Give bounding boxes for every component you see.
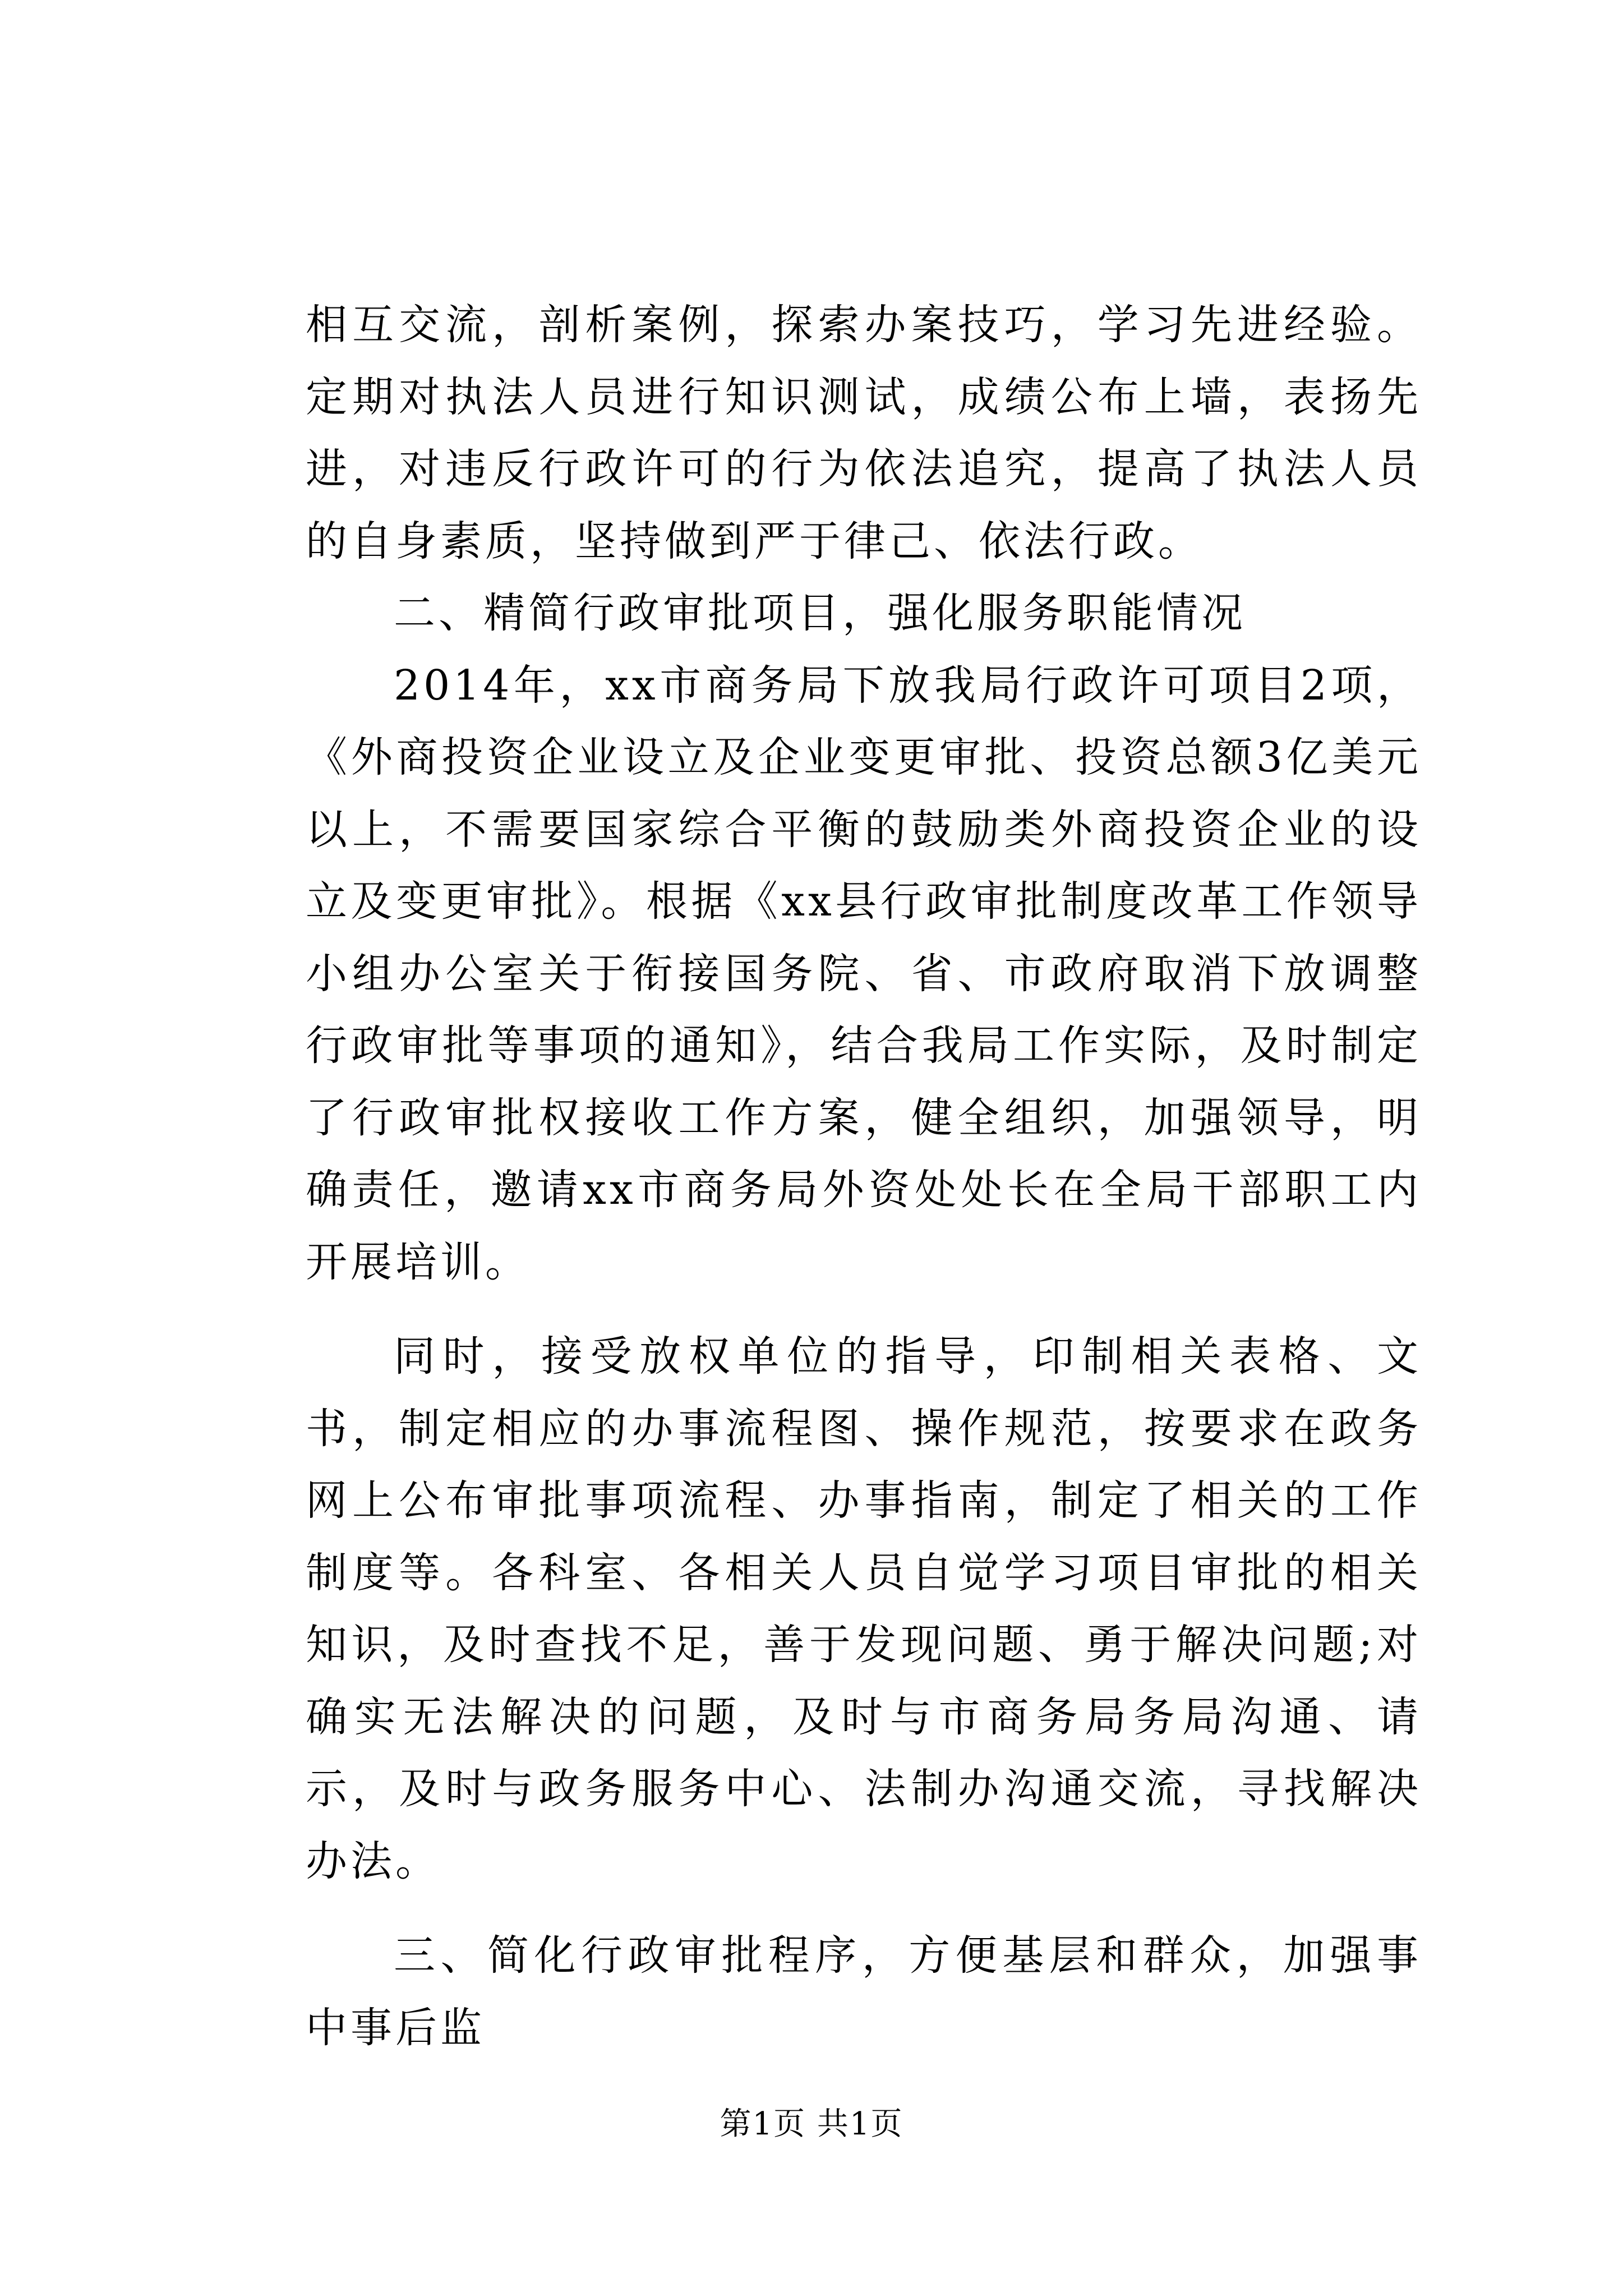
paragraph-guidance: 同时，接受放权单位的指导，印制相关表格、文书，制定相应的办事流程图、操作规范，按要求在政务网上公布审批事项流程、办事指南，制定了相关的工作制度等。各科室、各相关人员自觉学习项目审批的相关知识，及时查找不足，善于发现问题、勇于解决问题;对确实无法解决的问题，及时与市商务局务局沟通、请示，及时与政务服务中心、法制办沟通交流，寻找解决办法。 bbox=[306, 1332, 1422, 1885]
page-number-footer: 第1页 共1页 bbox=[720, 2106, 903, 2142]
document-body bbox=[306, 289, 1422, 2064]
paragraph-continuation: 相互交流，剖析案例，探索办案技巧，学习先进经验。定期对执法人员进行知识测试，成绩公布上墙，表扬先进，对违反行政许可的行为依法追究，提高了执法人员的自身素质，坚持做到严于律己、依法行政。 bbox=[306, 301, 1422, 565]
section-heading-three: 三、简化行政审批程序，方便基层和群众，加强事中事后监 bbox=[306, 1931, 1422, 2052]
paragraph-approval-items: 2014年，xx市商务局下放我局行政许可项目2项，《外商投资企业设立及企业变更审批、投资总额3亿美元以上，不需要国家综合平衡的鼓励类外商投资企业的设立及变更审批》。根据《xx县行政审批制度改革工作领导小组办公室关于衔接国务院、省、市政府取消下放调整行政审批等事项的通知》，结合我局工作实际，及时制定了行政审批权接收工作方案，健全组织，加强领导，明确责任，邀请xx市商务局外资处处长在全局干部职工内开展培训。 bbox=[306, 661, 1422, 1286]
section-heading-two: 二、精简行政审批项目，强化服务职能情况 bbox=[394, 589, 1246, 637]
